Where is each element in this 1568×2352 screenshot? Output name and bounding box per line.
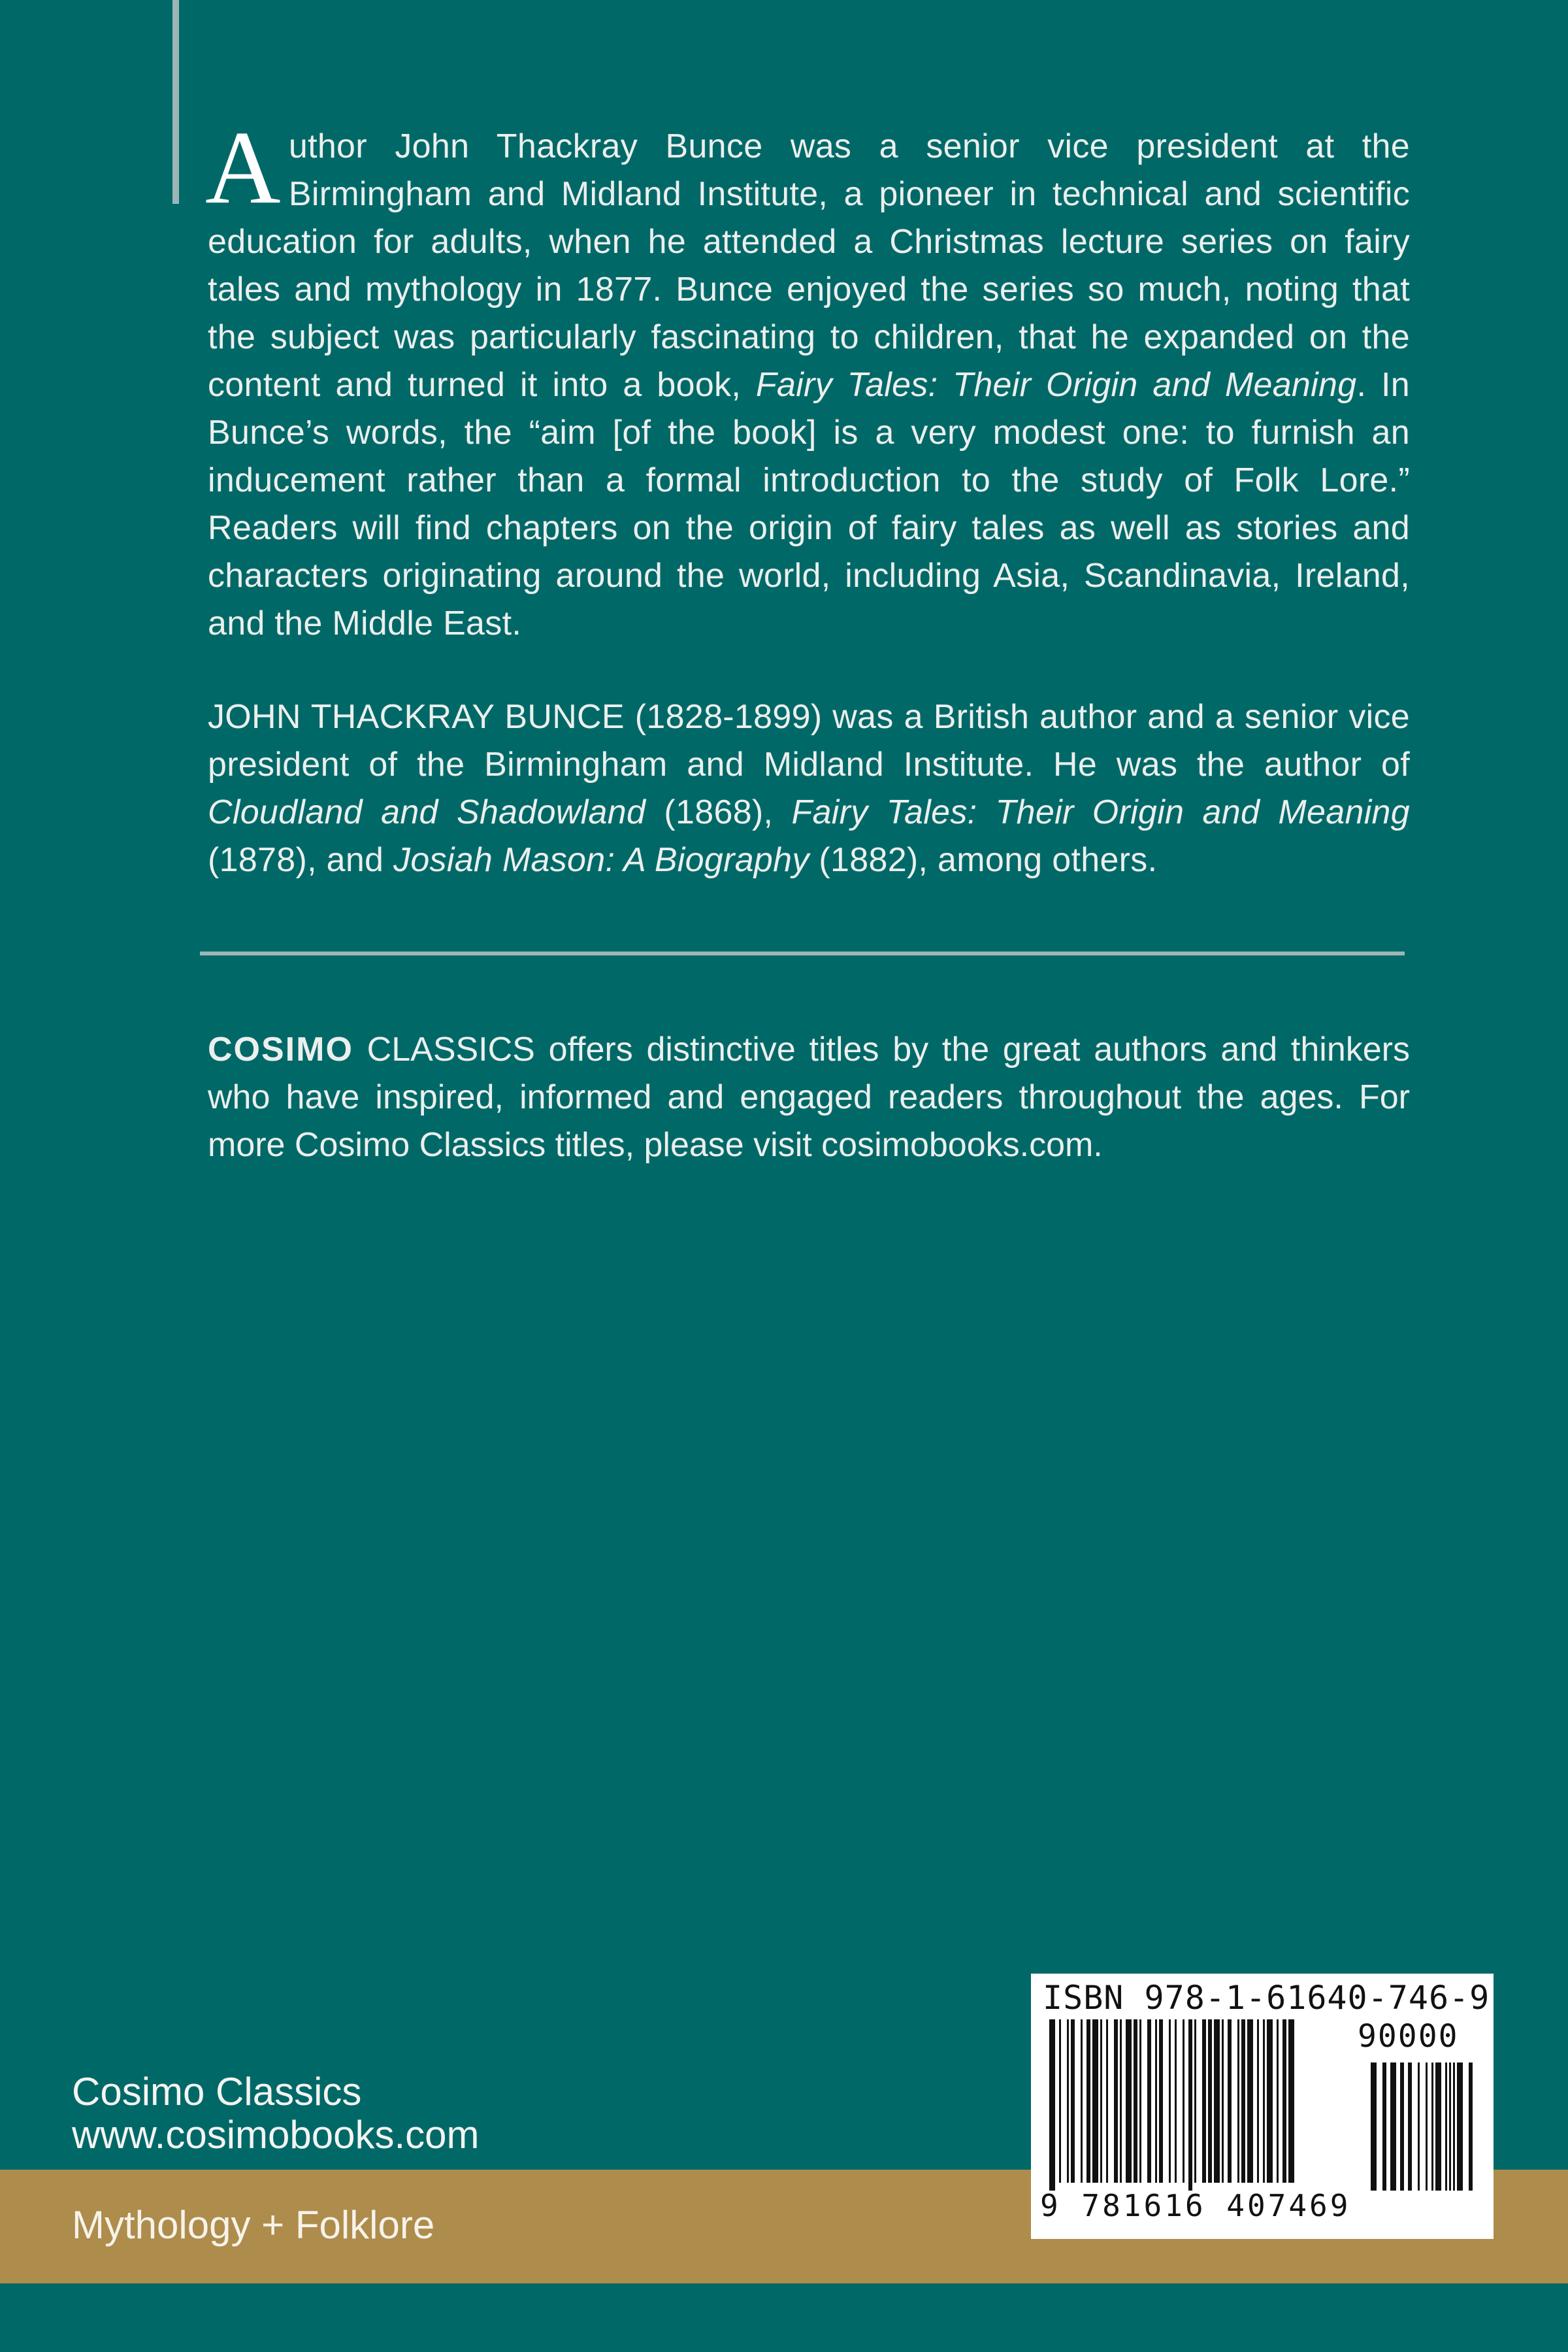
barcode-bars xyxy=(1049,2019,1480,2191)
barcode-bar xyxy=(1263,2019,1265,2183)
description-text-cont: . In Bunce’s words, the “aim [of the book] is a very modest one: to furnish an inducement rather than a formal introduction to the study of Folk Lore.” Readers will find chapters on the origin of fairy tales as well as stories and characters originating around the world, including Asia, Scandinavia, Ireland, and the Middle East. xyxy=(208,366,1410,642)
barcode-bar xyxy=(1139,2019,1141,2183)
barcode-bar xyxy=(1282,2019,1286,2183)
addon-bar xyxy=(1400,2062,1404,2191)
addon-bar xyxy=(1418,2062,1420,2191)
publisher-name: Cosimo Classics xyxy=(72,2070,362,2113)
description-text: uthor John Thackray Bunce was a senior vice president at the Birmingham and Midland Institute, a pioneer in technical and scientific education for adults, when he attended a Christmas lecture series on fairy tales and mythology in 1877. Bunce enjoyed the series so much, noting that the subject was particularly fascinating to children, that he expanded on the content and turned it into a book, xyxy=(208,127,1410,404)
barcode-bar xyxy=(1188,2019,1192,2191)
addon-bar xyxy=(1445,2062,1447,2191)
barcode-bar xyxy=(1202,2019,1206,2183)
addon-bar xyxy=(1453,2062,1455,2191)
barcode-bar xyxy=(1059,2019,1061,2183)
barcode-bar xyxy=(1155,2019,1157,2183)
addon-bar xyxy=(1431,2062,1433,2191)
description-paragraph xyxy=(205,109,1410,648)
barcode-bar xyxy=(1071,2019,1075,2183)
barcode-bar xyxy=(1081,2019,1083,2183)
barcode-bar xyxy=(1208,2019,1212,2183)
isbn-text: ISBN 978-1-61640-746-9 xyxy=(1043,1979,1490,2017)
barcode-bar xyxy=(1049,2019,1055,2191)
barcode-bar xyxy=(1134,2019,1137,2183)
cosimo-classics-blurb xyxy=(208,1026,1410,1169)
barcode-bar xyxy=(1147,2019,1151,2183)
barcode-bar xyxy=(1237,2019,1239,2183)
addon-bar xyxy=(1449,2062,1451,2191)
barcode-bar xyxy=(1175,2019,1177,2183)
barcode-bar xyxy=(1169,2019,1171,2183)
barcode-bar xyxy=(1257,2019,1259,2183)
barcode-digits: 9 781616 407469 xyxy=(1040,2188,1351,2223)
cosimo-brand: COSIMO xyxy=(208,1031,353,1068)
bio-text: JOHN THACKRAY BUNCE (1828-1899) was a British author and a senior vice president of the Birmingham and Midland Institute. He was the author of xyxy=(208,698,1410,784)
bio-title-2: Fairy Tales: Their Origin and Meaning xyxy=(791,793,1410,831)
barcode-bar xyxy=(1106,2019,1108,2183)
barcode-bar xyxy=(1159,2019,1163,2183)
publisher-url: www.cosimobooks.com xyxy=(72,2113,480,2157)
drop-cap: A xyxy=(205,109,281,225)
bio-text-3: (1878), and xyxy=(208,841,394,879)
addon-bar xyxy=(1371,2062,1377,2191)
isbn-barcode xyxy=(1031,1974,1494,2239)
barcode-bar xyxy=(1277,2019,1279,2183)
barcode-bar xyxy=(1241,2019,1245,2183)
barcode-bar xyxy=(1092,2019,1098,2183)
addon-bar xyxy=(1390,2062,1396,2191)
barcode-bar xyxy=(1288,2019,1294,2183)
decorative-vertical-bar xyxy=(172,0,179,204)
barcode-bar xyxy=(1067,2019,1069,2183)
barcode-bar xyxy=(1247,2019,1253,2183)
addon-bar xyxy=(1435,2062,1441,2191)
barcode-bar xyxy=(1120,2019,1122,2183)
addon-bar xyxy=(1469,2062,1473,2191)
barcode-bar xyxy=(1126,2019,1132,2183)
category-label: Mythology + Folklore xyxy=(72,2203,435,2247)
book-description xyxy=(205,109,1410,884)
addon-bar xyxy=(1457,2062,1463,2191)
barcode-bar xyxy=(1100,2019,1102,2183)
bio-title-3: Josiah Mason: A Biography xyxy=(393,841,809,879)
book-title-italic: Fairy Tales: Their Origin and Meaning xyxy=(755,366,1357,404)
bio-text-4: (1882), among others. xyxy=(809,841,1158,879)
barcode-bar xyxy=(1086,2019,1090,2183)
addon-bar xyxy=(1426,2062,1428,2191)
price-addon-text: 90000 xyxy=(1358,2018,1459,2055)
barcode-bar xyxy=(1267,2019,1273,2183)
addon-bar xyxy=(1408,2062,1412,2191)
publisher-info xyxy=(72,2070,480,2157)
barcode-bar xyxy=(1228,2019,1232,2183)
bio-title-1: Cloudland and Shadowland xyxy=(208,793,646,831)
barcode-bar xyxy=(1214,2019,1220,2183)
addon-bar xyxy=(1382,2062,1386,2191)
author-bio xyxy=(208,693,1410,884)
barcode-bar xyxy=(1222,2019,1224,2183)
barcode-bar xyxy=(1114,2019,1118,2183)
bio-text-2: (1868), xyxy=(645,793,792,831)
barcode-bar xyxy=(1183,2019,1184,2183)
cosimo-text: CLASSICS offers distinctive titles by the great authors and thinkers who have inspired, informed and engaged readers throughout the ages. For more Cosimo Classics titles, please visit cosimobooks.com. xyxy=(208,1031,1410,1164)
divider xyxy=(200,952,1405,955)
barcode-bar xyxy=(1194,2019,1196,2183)
